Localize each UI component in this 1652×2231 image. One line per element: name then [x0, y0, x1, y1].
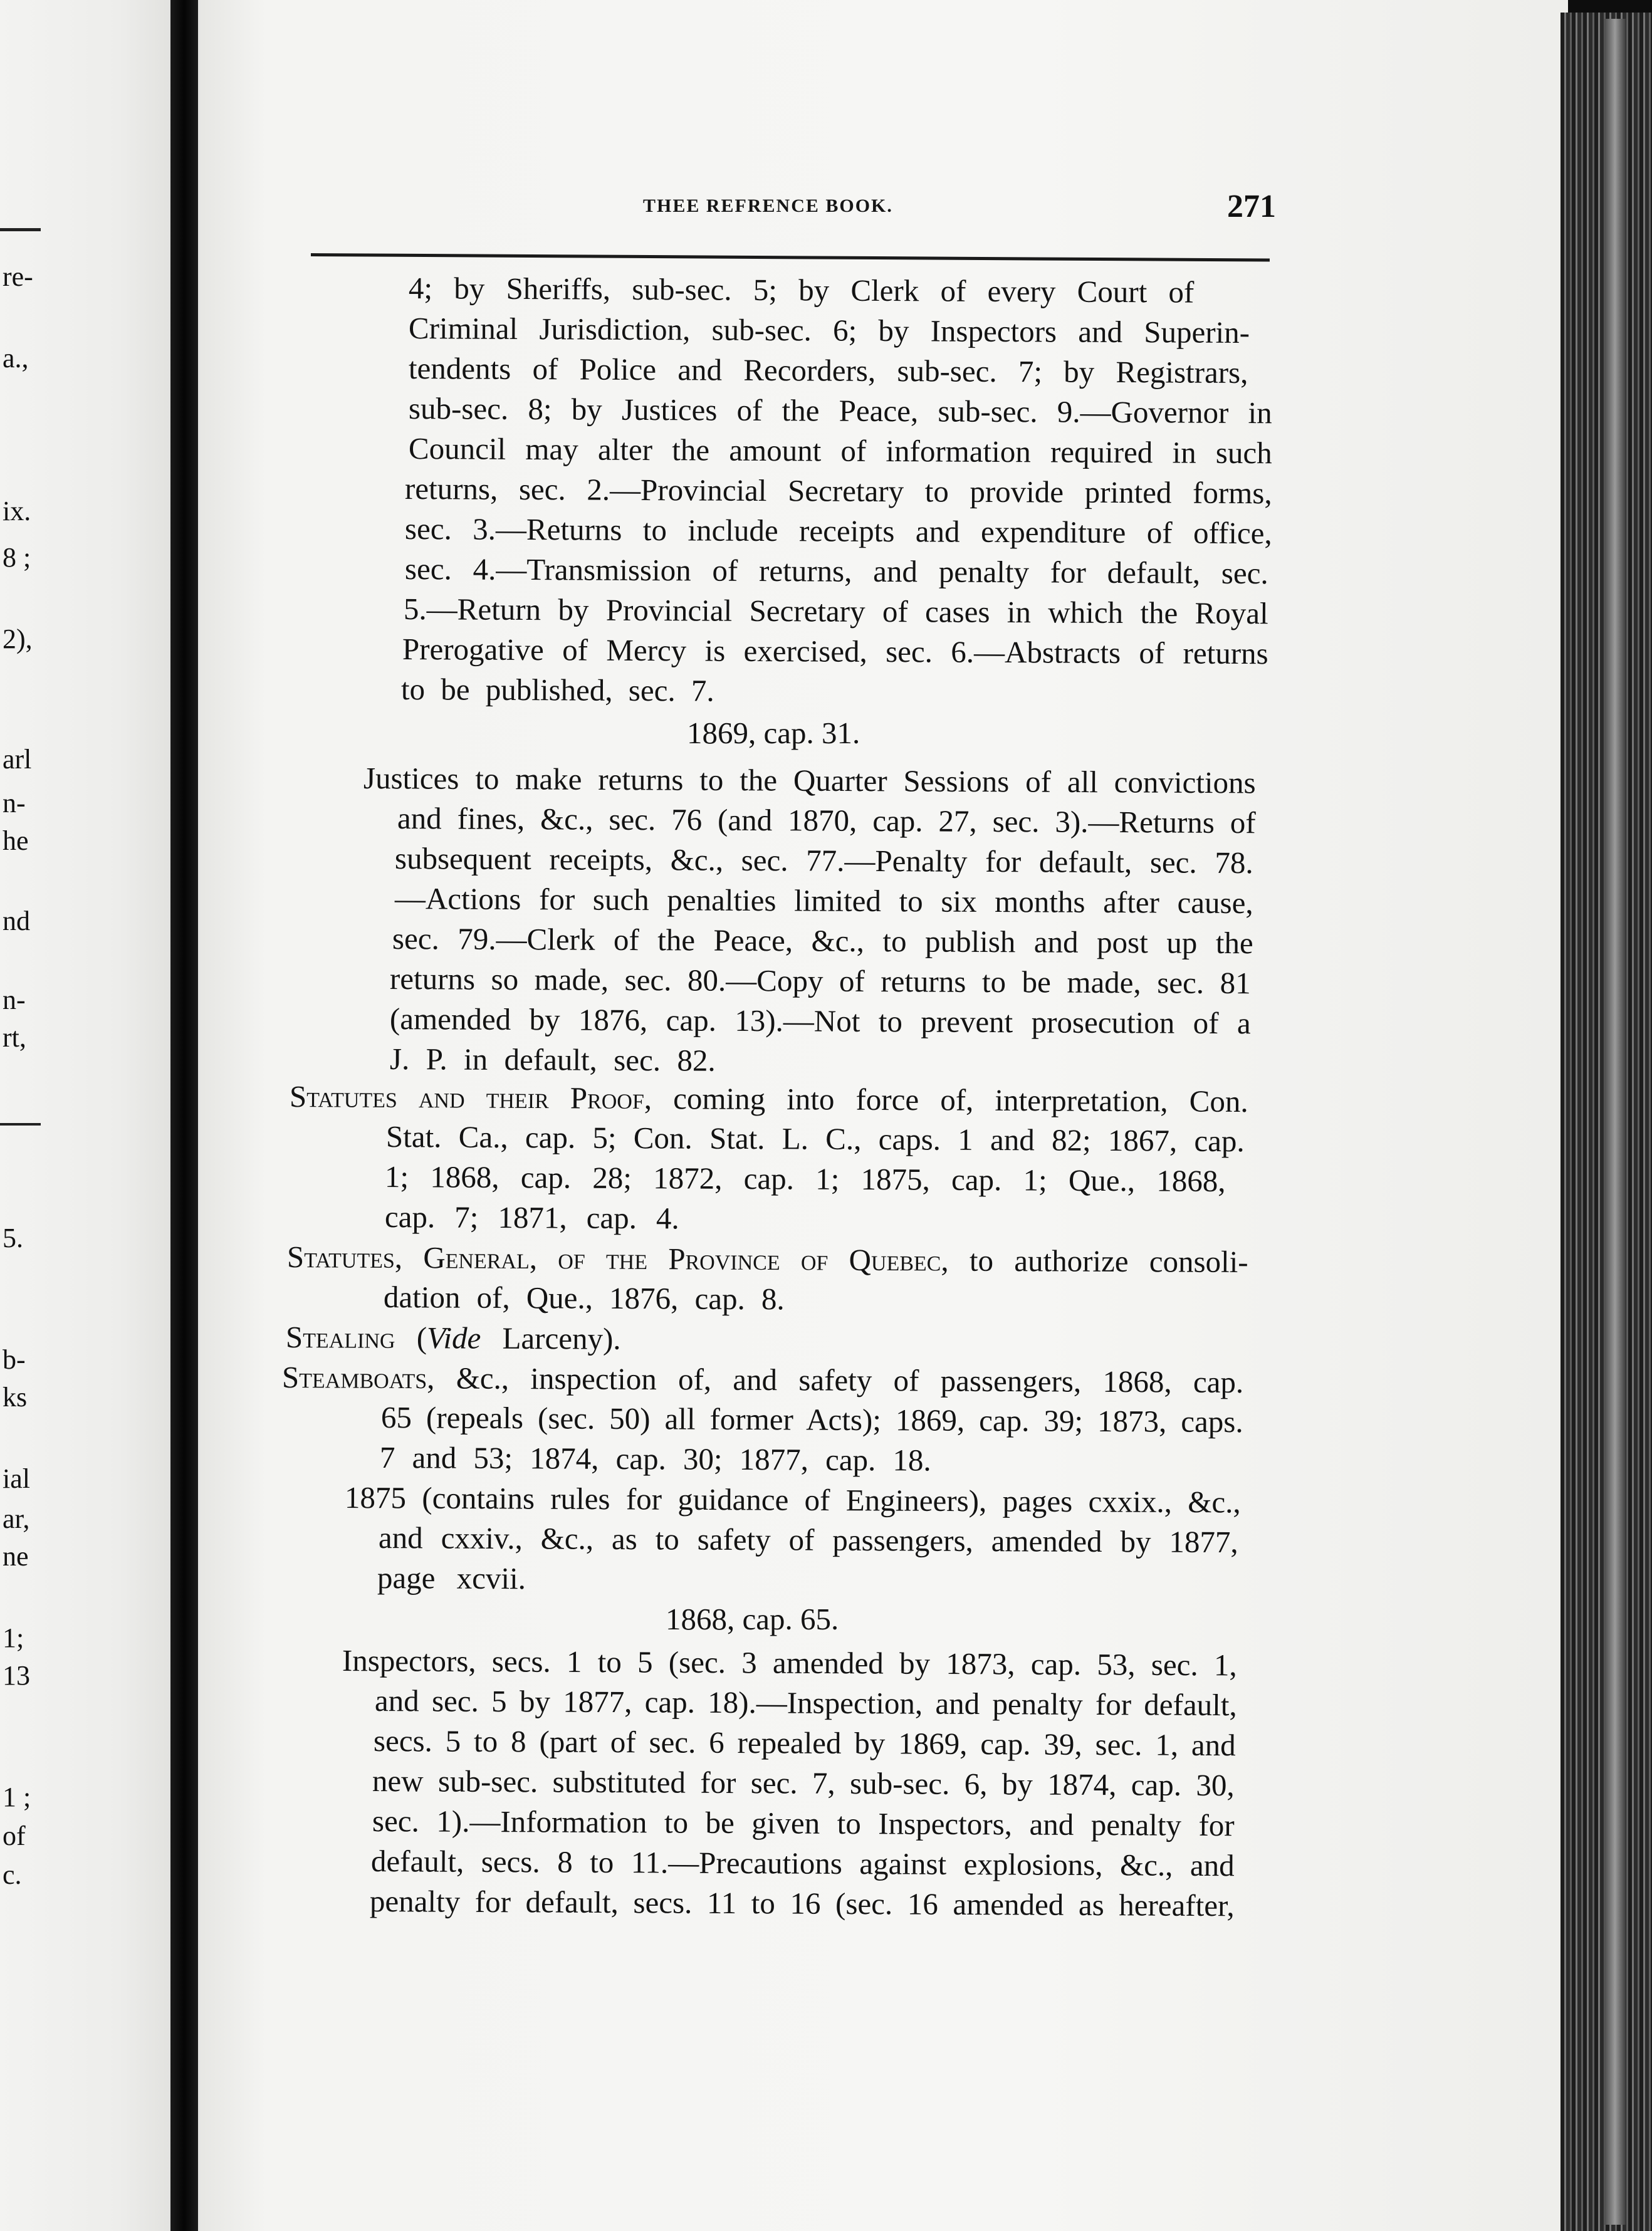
left-page-fragment-text: ne: [3, 1541, 29, 1572]
text-line: J. P. in default, sec. 82.: [389, 1042, 716, 1078]
text-line: and cxxiv., &c., as to safety of passengers, amended by 1877,: [378, 1520, 1238, 1560]
left-page-fragment-text: 5.: [3, 1223, 23, 1253]
index-heading: Statutes, General, of the Province of Quebec,: [286, 1240, 949, 1278]
text-line: Inspectors, secs. 1 to 5 (sec. 3 amended by 1873, cap. 53, sec. 1,: [342, 1643, 1237, 1683]
left-page-fragment-text: ar,: [3, 1503, 30, 1534]
left-page-fragment-text: ial: [3, 1463, 30, 1494]
text-line: page xcvii.: [377, 1560, 526, 1596]
text-line: 4; by Sheriffs, sub-sec. 5; by Clerk of every Court of: [408, 271, 1195, 310]
left-page-fragment-text: 13: [3, 1660, 30, 1691]
italic-word: Vide: [426, 1320, 481, 1356]
index-heading: Statutes and their Proof,: [289, 1079, 652, 1116]
text-line: 1; 1868, cap. 28; 1872, cap. 1; 1875, cap. 1; Que., 1868,: [384, 1159, 1226, 1199]
text-line: returns so made, sec. 80.—Copy of returns to be made, sec. 81: [389, 961, 1251, 1001]
text-line: penalty for default, secs. 11 to 16 (sec. 16 amended as hereafter,: [369, 1884, 1235, 1923]
left-page-fragment-text: rt,: [3, 1022, 26, 1053]
text-line: tendents of Police and Recorders, sub-sec. 7; by Registrars,: [408, 351, 1248, 390]
statute-subheading: 1869, cap. 31.: [687, 716, 860, 750]
left-page-fragment-text: he: [3, 825, 29, 856]
text-line: sec. 1).—Information to be given to Inspectors, and penalty for: [372, 1804, 1235, 1843]
text-line: sec. 79.—Clerk of the Peace, &c., to publish and post up the: [392, 921, 1253, 961]
text-line: (amended by 1876, cap. 13).—Not to prevent prosecution of a: [389, 1001, 1251, 1041]
text-line: Stat. Ca., cap. 5; Con. Stat. L. C., caps. 1 and 82; 1867, cap.: [385, 1119, 1245, 1159]
text-line: Statutes, General, of the Province of Quebec, to authorize consoli-: [286, 1240, 1248, 1280]
page-number: 271: [1227, 189, 1276, 224]
left-page-fragment-text: c.: [3, 1859, 22, 1890]
left-page-fragment-text: ks: [3, 1382, 28, 1413]
text-line: secs. 5 to 8 (part of sec. 6 repealed by 1869, cap. 39, sec. 1, and: [373, 1723, 1236, 1763]
index-heading: Stealing: [285, 1320, 395, 1355]
text-line: 1875 (contains rules for guidance of Engineers), pages cxxix., &c.,: [344, 1480, 1241, 1520]
left-page-fragment-text: 2),: [3, 624, 33, 654]
text-line: Statutes and their Proof, coming into force of, interpretation, Con.: [289, 1079, 1248, 1119]
left-page-fragment-text: n-: [3, 788, 26, 818]
left-page-fragment-text: a.,: [3, 343, 29, 374]
running-head: THEE REFRENCE BOOK.: [643, 196, 893, 216]
left-page-fragment-text: nd: [3, 906, 30, 936]
text-line: 5.—Return by Provincial Secretary of cases in which the Royal: [403, 592, 1268, 631]
text-line: new sub-sec. substituted for sec. 7, sub-sec. 6, by 1874, cap. 30,: [372, 1763, 1235, 1803]
text-line: returns, sec. 2.—Provincial Secretary to provide printed forms,: [404, 471, 1272, 511]
text-line: Prerogative of Mercy is exercised, sec. 6.—Abstracts of returns: [402, 632, 1268, 671]
left-page-fragment-text: 8 ;: [3, 542, 31, 573]
left-page-fragment-text: 1;: [3, 1622, 24, 1653]
text-line: Council may alter the amount of information required in such: [408, 431, 1272, 471]
text-line: subsequent receipts, &c., sec. 77.—Penalty for default, sec. 78.: [394, 841, 1253, 880]
left-page-fragment-text: of: [3, 1821, 26, 1851]
text-line: default, secs. 8 to 11.—Precautions against explosions, &c., and: [370, 1844, 1235, 1883]
text-line: Steamboats, &c., inspection of, and safety of passengers, 1868, cap.: [281, 1360, 1244, 1400]
text-line: cap. 7; 1871, cap. 4.: [384, 1199, 679, 1236]
text-line: dation of, Que., 1876, cap. 8.: [383, 1280, 785, 1317]
left-page-fragment-text: ix.: [3, 496, 31, 526]
text-line: —Actions for such penalties limited to six months after cause,: [394, 881, 1253, 921]
left-page-fragment-text: arl: [3, 744, 32, 775]
text-line: 65 (repeals (sec. 50) all former Acts); 1869, cap. 39; 1873, caps.: [380, 1400, 1243, 1439]
text-line: sub-sec. 8; by Justices of the Peace, sub-sec. 9.—Governor in: [408, 391, 1272, 431]
text-line: 7 and 53; 1874, cap. 30; 1877, cap. 18.: [379, 1440, 931, 1478]
text-line: sec. 3.—Returns to include receipts and expenditure of office,: [404, 511, 1272, 551]
left-page-fragment-text: re-: [3, 261, 33, 292]
text-line: sec. 4.—Transmission of returns, and penalty for default, sec.: [404, 551, 1268, 591]
text-line: and sec. 5 by 1877, cap. 18).—Inspection, and penalty for default,: [374, 1683, 1237, 1723]
index-heading: Steamboats,: [281, 1360, 435, 1396]
left-page-fragment-text: b-: [3, 1344, 26, 1375]
text-line: and fines, &c., sec. 76 (and 1870, cap. 27, sec. 3).—Returns of: [397, 801, 1256, 840]
text-line: Stealing (Vide Larceny).: [285, 1320, 621, 1356]
text-line: to be published, sec. 7.: [400, 672, 714, 708]
left-page-fragment-text: n-: [3, 985, 26, 1015]
text-line: Criminal Jurisdiction, sub-sec. 6; by Inspectors and Superin-: [408, 311, 1250, 350]
statute-subheading: 1868, cap. 65.: [666, 1602, 839, 1636]
left-page-fragment-text: 1 ;: [3, 1782, 31, 1812]
text-line: Justices to make returns to the Quarter Sessions of all convictions: [363, 761, 1256, 800]
